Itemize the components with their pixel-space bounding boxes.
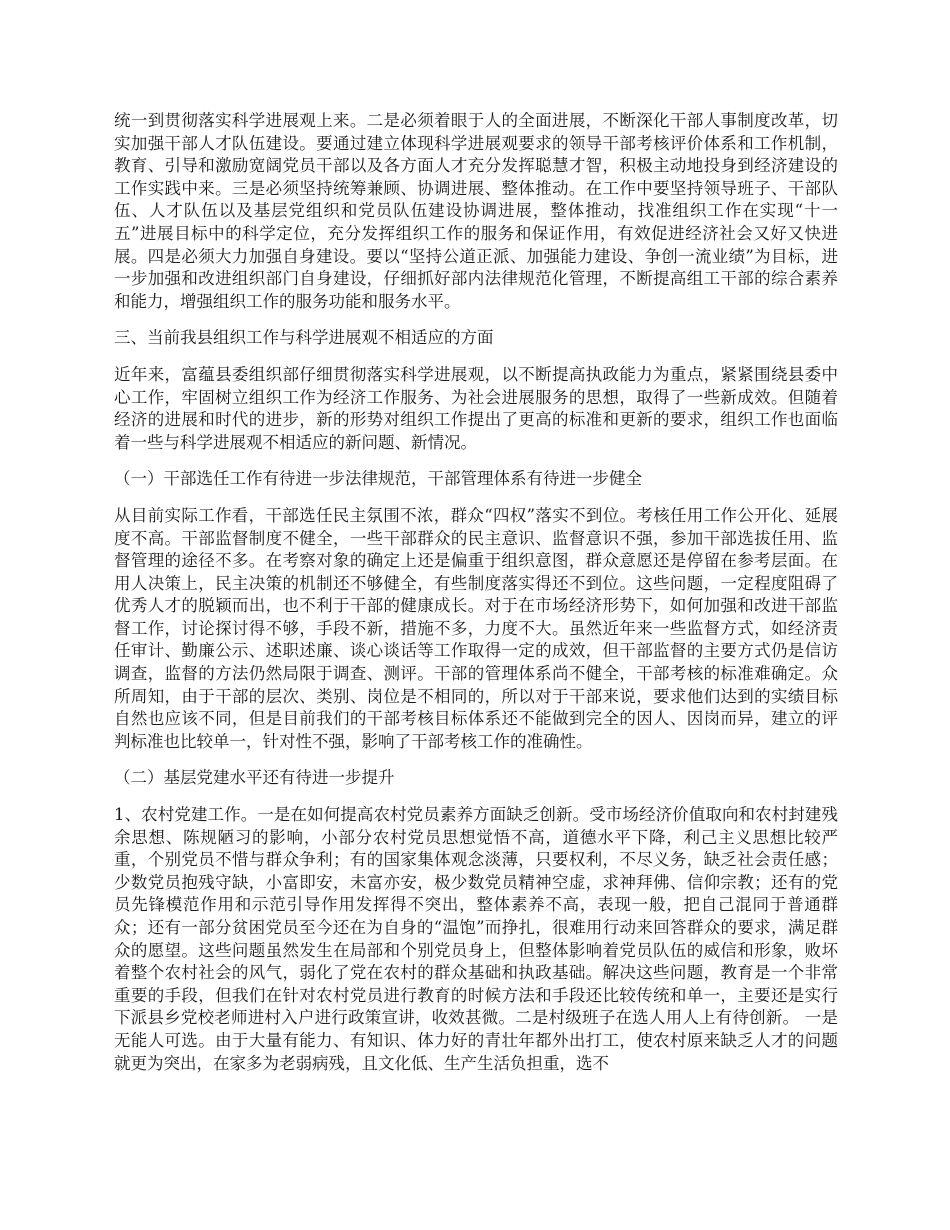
subsection-heading: （一）干部选任工作有待进一步法律规范，干部管理体系有待进一步健全 [114, 469, 642, 489]
section-heading: 三、当前我县组织工作与科学进展观不相适应的方面 [114, 328, 494, 348]
subsection-heading: （二）基层党建水平还有待进一步提升 [114, 768, 395, 788]
body-paragraph: 1、农村党建工作。一是在如何提高农村党员素养方面缺乏创新。受市场经济价值取向和农村封建残余思想、陈规陋习的影响，小部分农村党员思想觉悟不高，道德水平下降，利己主义思想比较严重，个别党员不惜与群众争利；有的国家集体观念淡薄，只要权利，不尽义务，缺乏社会责任感；少数党员抱残守缺，小富即安，未富亦安，极少数党员精神空虚，求神拜佛、信仰宗教；还有的党员先锋模范作用和示范引导作用发挥得不突出，整体素养不高，表现一般，把自己混同于普通群众；还有一部分贫困党员至今还在为自身的“温饱”而挣扎，很难用行动来回答群众的要求，满足群众的愿望。这些问题虽然发生在局部和个别党员身上，但整体影响着党员队伍的威信和形象，败坏着整个农村社会的风气，弱化了党在农村的群众基础和执政基础。解决这些问题，教育是一个非常重要的手段，但我们在针对农村党员进行教育的时候方法和手段还比较传统和单一，主要还是实行下派县乡党校老师进村入户进行政策宣讲，收效甚微。二是村级班子在选人用人上有待创新。 一是无能人可选。由于大量有能力、有知识、体力好的青壮年都外出打工，使农村原来缺乏人才的问题就更为突出，在家多为老弱病残，且文化低、生产生活负担重，选不 [114, 805, 838, 1073]
body-paragraph: 从目前实际工作看，干部选任民主氛围不浓，群众“四权”落实不到位。考核任用工作公开化、延展度不高。干部监督制度不健全，一些干部群众的民主意识、监督意识不强，参加干部选拔任用、监督管理的途径不多。在考察对象的确定上还是偏重于组织意图，群众意愿还是停留在参考层面。在用人决策上，民主决策的机制还不够健全，有些制度落实得还不到位。这些问题，一定程度阻碍了优秀人才的脱颖而出，也不利于干部的健康成长。对于在市场经济形势下，如何加强和改进干部监督工作，讨论探讨得不够，手段不新，措施不多，力度不大。虽然近年来一些监督方式，如经济责任审计、勤廉公示、述职述廉、谈心谈话等工作取得一定的成效，但干部监督的主要方式仍是信访调查，监督的方法仍然局限于调查、测评。干部的管理体系尚不健全，干部考核的标准难确定。众所周知，由于干部的层次、类别、岗位是不相同的，所以对于干部来说，要求他们达到的实绩目标自然也应该不同，但是目前我们的干部考核目标体系还不能做到完全的因人、因岗而异，建立的评判标准也比较单一，针对性不强，影响了干部考核工作的准确性。 [114, 505, 838, 751]
document-page [114, 110, 838, 1089]
body-paragraph: 近年来，富蕴县委组织部仔细贯彻落实科学进展观，以不断提高执政能力为重点，紧紧围绕县委中心工作，牢固树立组织工作为经济工作服务、为社会进展服务的思想，取得了一些新成效。但随着经济的进展和时代的进步，新的形势对组织工作提出了更高的标准和更新的要求，组织工作也面临着一些与科学进展观不相适应的新问题、新情况。 [114, 364, 838, 452]
body-paragraph: 统一到贯彻落实科学进展观上来。二是必须着眼于人的全面进展，不断深化干部人事制度改革，切实加强干部人才队伍建设。要通过建立体现科学进展观要求的领导干部考核评价体系和工作机制，教育、引导和激励宽阔党员干部以及各方面人才充分发挥聪慧才智，积极主动地投身到经济建设的工作实践中来。三是必须坚持统筹兼顾、协调进展、整体推动。在工作中要坚持领导班子、干部队伍、人才队伍以及基层党组织和党员队伍建设协调进展，整体推动，找准组织工作在实现“十一五”进展目标中的科学定位，充分发挥组织工作的服务和保证作用，有效促进经济社会又好又快进展。四是必须大力加强自身建设。要以“坚持公道正派、加强能力建设、争创一流业绩”为目标，进一步加强和改进组织部门自身建设，仔细抓好部内法律规范化管理，不断提高组工干部的综合素养和能力，增强组织工作的服务功能和服务水平。 [114, 111, 838, 311]
